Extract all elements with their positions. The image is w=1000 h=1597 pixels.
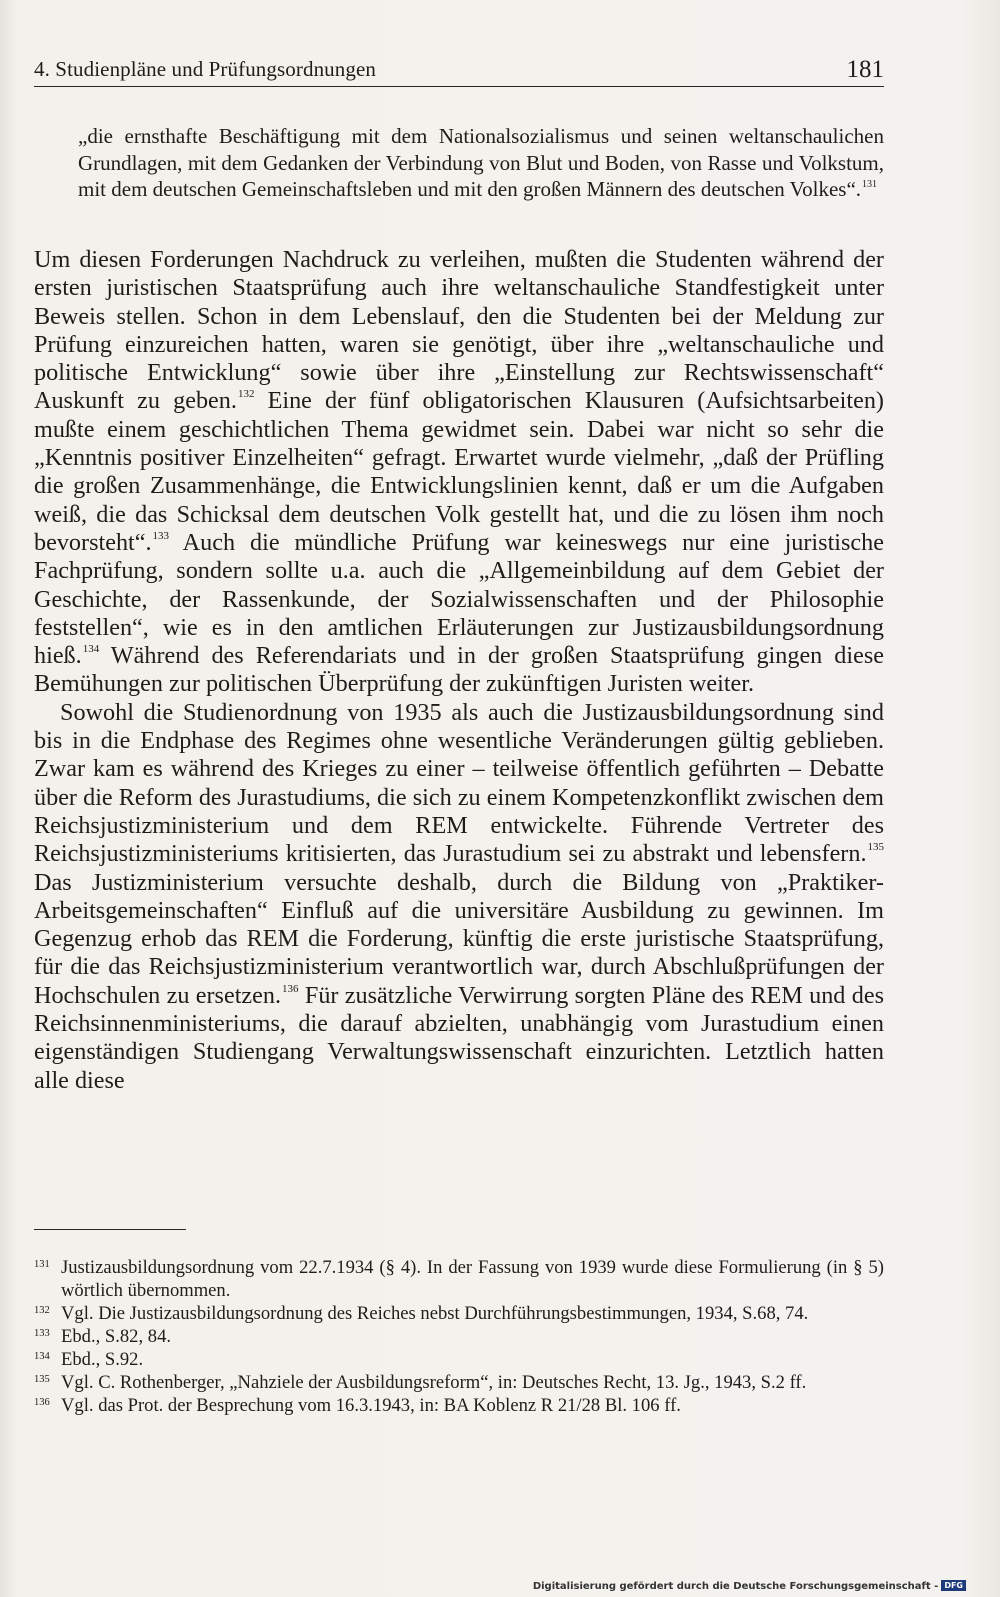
footnote-divider xyxy=(34,1229,186,1230)
footnote-ref-135[interactable]: 135 xyxy=(867,841,884,854)
block-quote xyxy=(78,123,884,203)
footnote-ref-134[interactable]: 134 xyxy=(82,643,100,656)
footnote-136 xyxy=(34,1395,884,1418)
footnote-133 xyxy=(34,1326,884,1349)
paragraph-1-part-4: Während des Referendariats und in der großen Staatsprüfung gingen diese Bemühungen zur politischen Überprüfung der zukünftigen Juristen weiter. xyxy=(34,642,884,698)
paragraph-2 xyxy=(34,699,884,1095)
footnote-135 xyxy=(34,1372,884,1395)
footnote-text: Vgl. C. Rothenberger, „Nahziele der Ausbildungsreform“, in: Deutsches Recht, 13. Jg., 1943, S.2 ff. xyxy=(61,1371,807,1393)
footnote-ref-131[interactable]: 131 xyxy=(862,179,878,190)
footnote-132 xyxy=(34,1303,884,1326)
paragraph-2-part-3: Für zusätzliche Verwirrung sorgten Pläne des REM und des Reichsinnenministeriums, die darauf abzielten, unabhängig vom Jurastudium einen eigenständigen Studiengang Verwaltungswissenschaft einzurichten. Letztlich hatten alle diese xyxy=(34,981,884,1094)
quote-text: „die ernsthafte Beschäftigung mit dem Nationalsozialismus und seinen weltanschaulichen Grundlagen, mit dem Gedanken der Verbindung von Blut und Boden, von Rasse und Volkstum, mit dem deutschen Gemeinschaftsleben und mit den großen Männern des deutschen Volkes“. xyxy=(78,124,884,201)
digitization-credit xyxy=(533,1580,966,1592)
page-number: 181 xyxy=(846,56,884,83)
footnote-text: Vgl. das Prot. der Besprechung vom 16.3.1943, in: BA Koblenz R 21/28 Bl. 106 ff. xyxy=(61,1394,681,1416)
dfg-logo: DFG xyxy=(941,1580,966,1591)
footnote-number: 133 xyxy=(34,1327,50,1339)
running-head: 4. Studienpläne und Prüfungsordnungen xyxy=(34,57,376,81)
page-header xyxy=(34,52,884,87)
credit-text: Digitalisierung gefördert durch die Deutsche Forschungsgemeinschaft - xyxy=(532,1581,939,1592)
footnote-number: 136 xyxy=(34,1396,50,1408)
footnote-ref-133[interactable]: 133 xyxy=(152,529,170,542)
footnote-131 xyxy=(34,1257,884,1302)
body-text xyxy=(34,246,884,1095)
footnote-ref-136[interactable]: 136 xyxy=(282,982,299,995)
footnote-ref-132[interactable]: 132 xyxy=(237,388,255,401)
paragraph-1-part-3: Auch die mündliche Prüfung war keineswegs nur eine juristische Fachprüfung, sondern sollte u.a. auch die „Allgemeinbildung auf dem Gebiet der Geschichte, der Rassenkunde, der Sozialwissenschaften und der Philosophie feststellen“, wie es in den amtlichen Erläuterungen zur Justizausbildungsordnung hieß. xyxy=(34,528,884,670)
footnote-number: 131 xyxy=(34,1259,50,1270)
paragraph-2-part-2: Das Justizministerium versuchte deshalb, durch die Bildung von „Praktiker-Arbeitsgemeinschaften“ Einfluß auf die universitäre Ausbildung zu gewinnen. Im Gegenzug erhob das REM die Forderung, künftig die erste juristische Staatsprüfung, für die das Reichsjustizministerium verantwortlich war, durch Abschlußprüfungen der Hochschulen zu ersetzen. xyxy=(34,868,884,1009)
footnote-text: Ebd., S.82, 84. xyxy=(61,1325,172,1347)
paragraph-1-part-1: Um diesen Forderungen Nachdruck zu verleihen, mußten die Studenten während der ersten juristischen Staatsprüfung auch ihre weltanschauliche Standfestigkeit unter Beweis stellen. Schon in dem Lebenslauf, den die Studenten bei der Meldung zur Prüfung einzureichen hatten, waren sie genötigt, über ihre „weltanschauliche und politische Entwicklung“ sowie über ihre „Einstellung zur Rechtswissenschaft“ Auskunft zu geben. xyxy=(34,246,884,415)
footnote-text: Justizausbildungsordnung vom 22.7.1934 (§ 4). In der Fassung von 1939 wurde diese Formulierung (in § 5) wörtlich übernommen. xyxy=(61,1257,884,1301)
footnotes xyxy=(34,1257,884,1418)
footnote-number: 135 xyxy=(34,1373,50,1385)
footnote-number: 134 xyxy=(34,1350,50,1362)
paragraph-1-part-2: Eine der fünf obligatorischen Klausuren (Aufsichtsarbeiten) mußte einem geschichtlichen Thema gewidmet sein. Dabei war nicht so sehr die „Kenntnis positiver Einzelheiten“ gefragt. Erwartet wurde vielmehr, „daß der Prüfling die großen Zusammenhänge, die Entwicklungslinien kennt, daß er um die Aufgaben weiß, die das Schicksal dem deutschen Volk gestellt hat, und die zu lösen ihm noch bevorsteht“. xyxy=(34,387,884,556)
paragraph-1 xyxy=(34,246,884,699)
paragraph-2-part-1: Sowohl die Studienordnung von 1935 als auch die Justizausbildungsordnung sind bis in die Endphase des Regimes ohne wesentliche Veränderungen gültig geblieben. Zwar kam es während des Krieges zu einer – teilweise öffentlich geführten – Debatte über die Reform des Jurastudiums, die sich zu einem Kompetenzkonflikt zwischen dem Reichsjustizministerium und dem REM entwickelte. Führende Vertreter des Reichsjustizministeriums kritisierten, das Jurastudium sei zu abstrakt und lebensfern. xyxy=(34,698,884,868)
footnote-text: Ebd., S.92. xyxy=(61,1348,144,1370)
footnote-text: Vgl. Die Justizausbildungsordnung des Reiches nebst Durchführungsbestimmungen, 1934, S.68, 74. xyxy=(61,1302,809,1324)
footnote-number: 132 xyxy=(34,1304,50,1316)
footnote-134 xyxy=(34,1349,884,1372)
